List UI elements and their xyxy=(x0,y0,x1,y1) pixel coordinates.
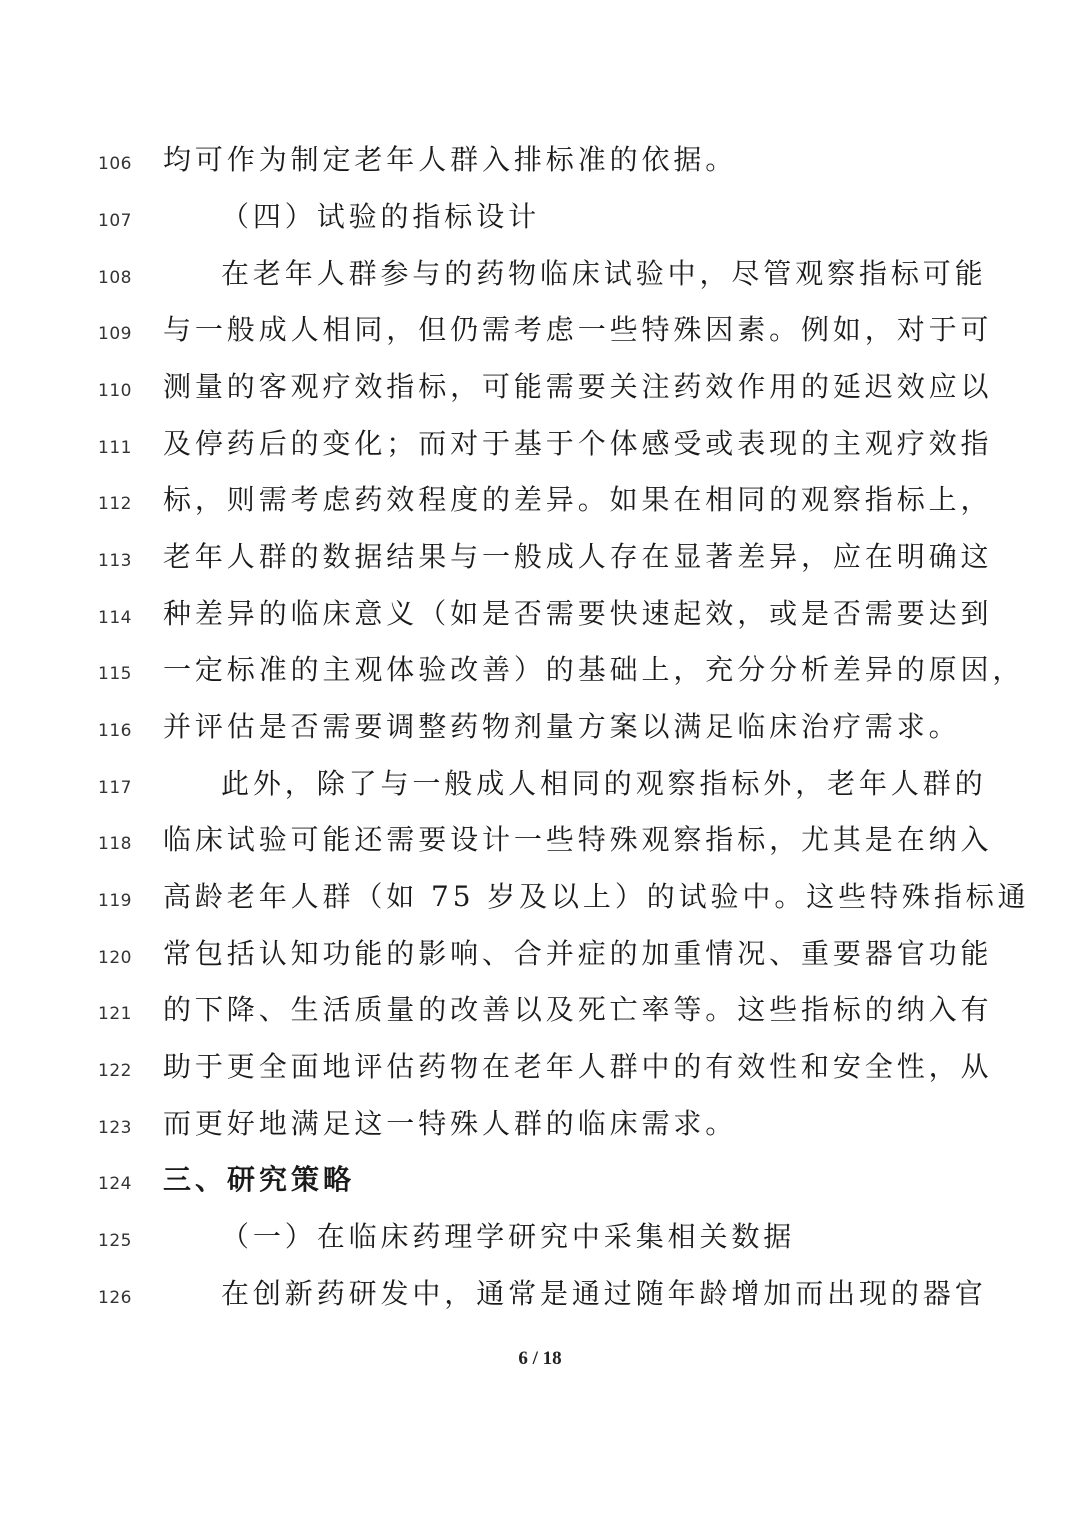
body-text: 此外，除了与一般成人相同的观察指标外，老年人群的 xyxy=(221,767,987,800)
text-line xyxy=(0,1096,1080,1152)
body-text: 在创新药研发中，通常是通过随年龄增加而出现的器官 xyxy=(221,1277,987,1310)
text-line xyxy=(0,869,1080,925)
body-text: 与一般成人相同，但仍需考虑一些特殊因素。例如，对于可 xyxy=(163,313,993,346)
body-text: 老年人群的数据结果与一般成人存在显著差异，应在明确这 xyxy=(163,540,993,573)
body-text: 测量的客观疗效指标，可能需要关注药效作用的延迟效应以 xyxy=(163,370,993,403)
text-line xyxy=(0,359,1080,415)
text-line xyxy=(0,246,1080,302)
line-number: 117 xyxy=(98,778,132,798)
text-line xyxy=(0,1039,1080,1095)
text-line xyxy=(0,812,1080,868)
line-number: 114 xyxy=(98,608,132,628)
line-number: 112 xyxy=(98,494,132,514)
line-number: 109 xyxy=(98,324,132,344)
text-line xyxy=(0,472,1080,528)
body-text: 标，则需考虑药效程度的差异。如果在相同的观察指标上， xyxy=(163,483,993,516)
body-text: 的下降、生活质量的改善以及死亡率等。这些指标的纳入有 xyxy=(163,993,993,1026)
line-number: 110 xyxy=(98,381,132,401)
text-line xyxy=(0,642,1080,698)
body-text: 种差异的临床意义（如是否需要快速起效，或是否需要达到 xyxy=(163,597,993,630)
text-line xyxy=(0,926,1080,982)
body-text: 在老年人群参与的药物临床试验中，尽管观察指标可能 xyxy=(221,257,987,290)
line-number: 111 xyxy=(98,438,132,458)
body-text: 高龄老年人群（如 75 岁及以上）的试验中。这些特殊指标通 xyxy=(163,880,1030,913)
line-number: 122 xyxy=(98,1061,132,1081)
text-line xyxy=(0,699,1080,755)
body-text: 临床试验可能还需要设计一些特殊观察指标，尤其是在纳入 xyxy=(163,823,993,856)
line-number: 123 xyxy=(98,1118,132,1138)
line-number: 121 xyxy=(98,1004,132,1024)
line-number: 108 xyxy=(98,268,132,288)
line-number: 120 xyxy=(98,948,132,968)
body-text: 助于更全面地评估药物在老年人群中的有效性和安全性，从 xyxy=(163,1050,993,1083)
line-number: 113 xyxy=(98,551,132,571)
line-number: 124 xyxy=(98,1174,132,1194)
text-line xyxy=(0,529,1080,585)
line-number: 125 xyxy=(98,1231,132,1251)
body-text: 而更好地满足这一特殊人群的临床需求。 xyxy=(163,1107,738,1140)
line-number: 116 xyxy=(98,721,132,741)
subsection-heading: （四）试验的指标设计 xyxy=(221,200,541,233)
text-line xyxy=(0,1152,1080,1208)
text-line xyxy=(0,1266,1080,1322)
body-text: 及停药后的变化；而对于基于个体感受或表现的主观疗效指 xyxy=(163,427,993,460)
text-line xyxy=(0,982,1080,1038)
line-number: 106 xyxy=(98,154,132,174)
body-text: 常包括认知功能的影响、合并症的加重情况、重要器官功能 xyxy=(163,937,993,970)
section-heading: 三、研究策略 xyxy=(163,1163,356,1196)
body-text: 均可作为制定老年人群入排标准的依据。 xyxy=(163,143,738,176)
text-line xyxy=(0,756,1080,812)
text-line xyxy=(0,586,1080,642)
text-line xyxy=(0,189,1080,245)
line-number: 119 xyxy=(98,891,132,911)
body-text: 并评估是否需要调整药物剂量方案以满足临床治疗需求。 xyxy=(163,710,961,743)
line-number: 107 xyxy=(98,211,132,231)
page-number: 6 / 18 xyxy=(518,1348,562,1369)
text-line xyxy=(0,416,1080,472)
line-number: 115 xyxy=(98,664,132,684)
text-line xyxy=(0,302,1080,358)
text-line xyxy=(0,1209,1080,1265)
body-text: 一定标准的主观体验改善）的基础上，充分分析差异的原因， xyxy=(163,653,1025,686)
subsection-heading: （一）在临床药理学研究中采集相关数据 xyxy=(221,1220,796,1253)
text-line xyxy=(0,132,1080,188)
line-number: 118 xyxy=(98,834,132,854)
line-number: 126 xyxy=(98,1288,132,1308)
